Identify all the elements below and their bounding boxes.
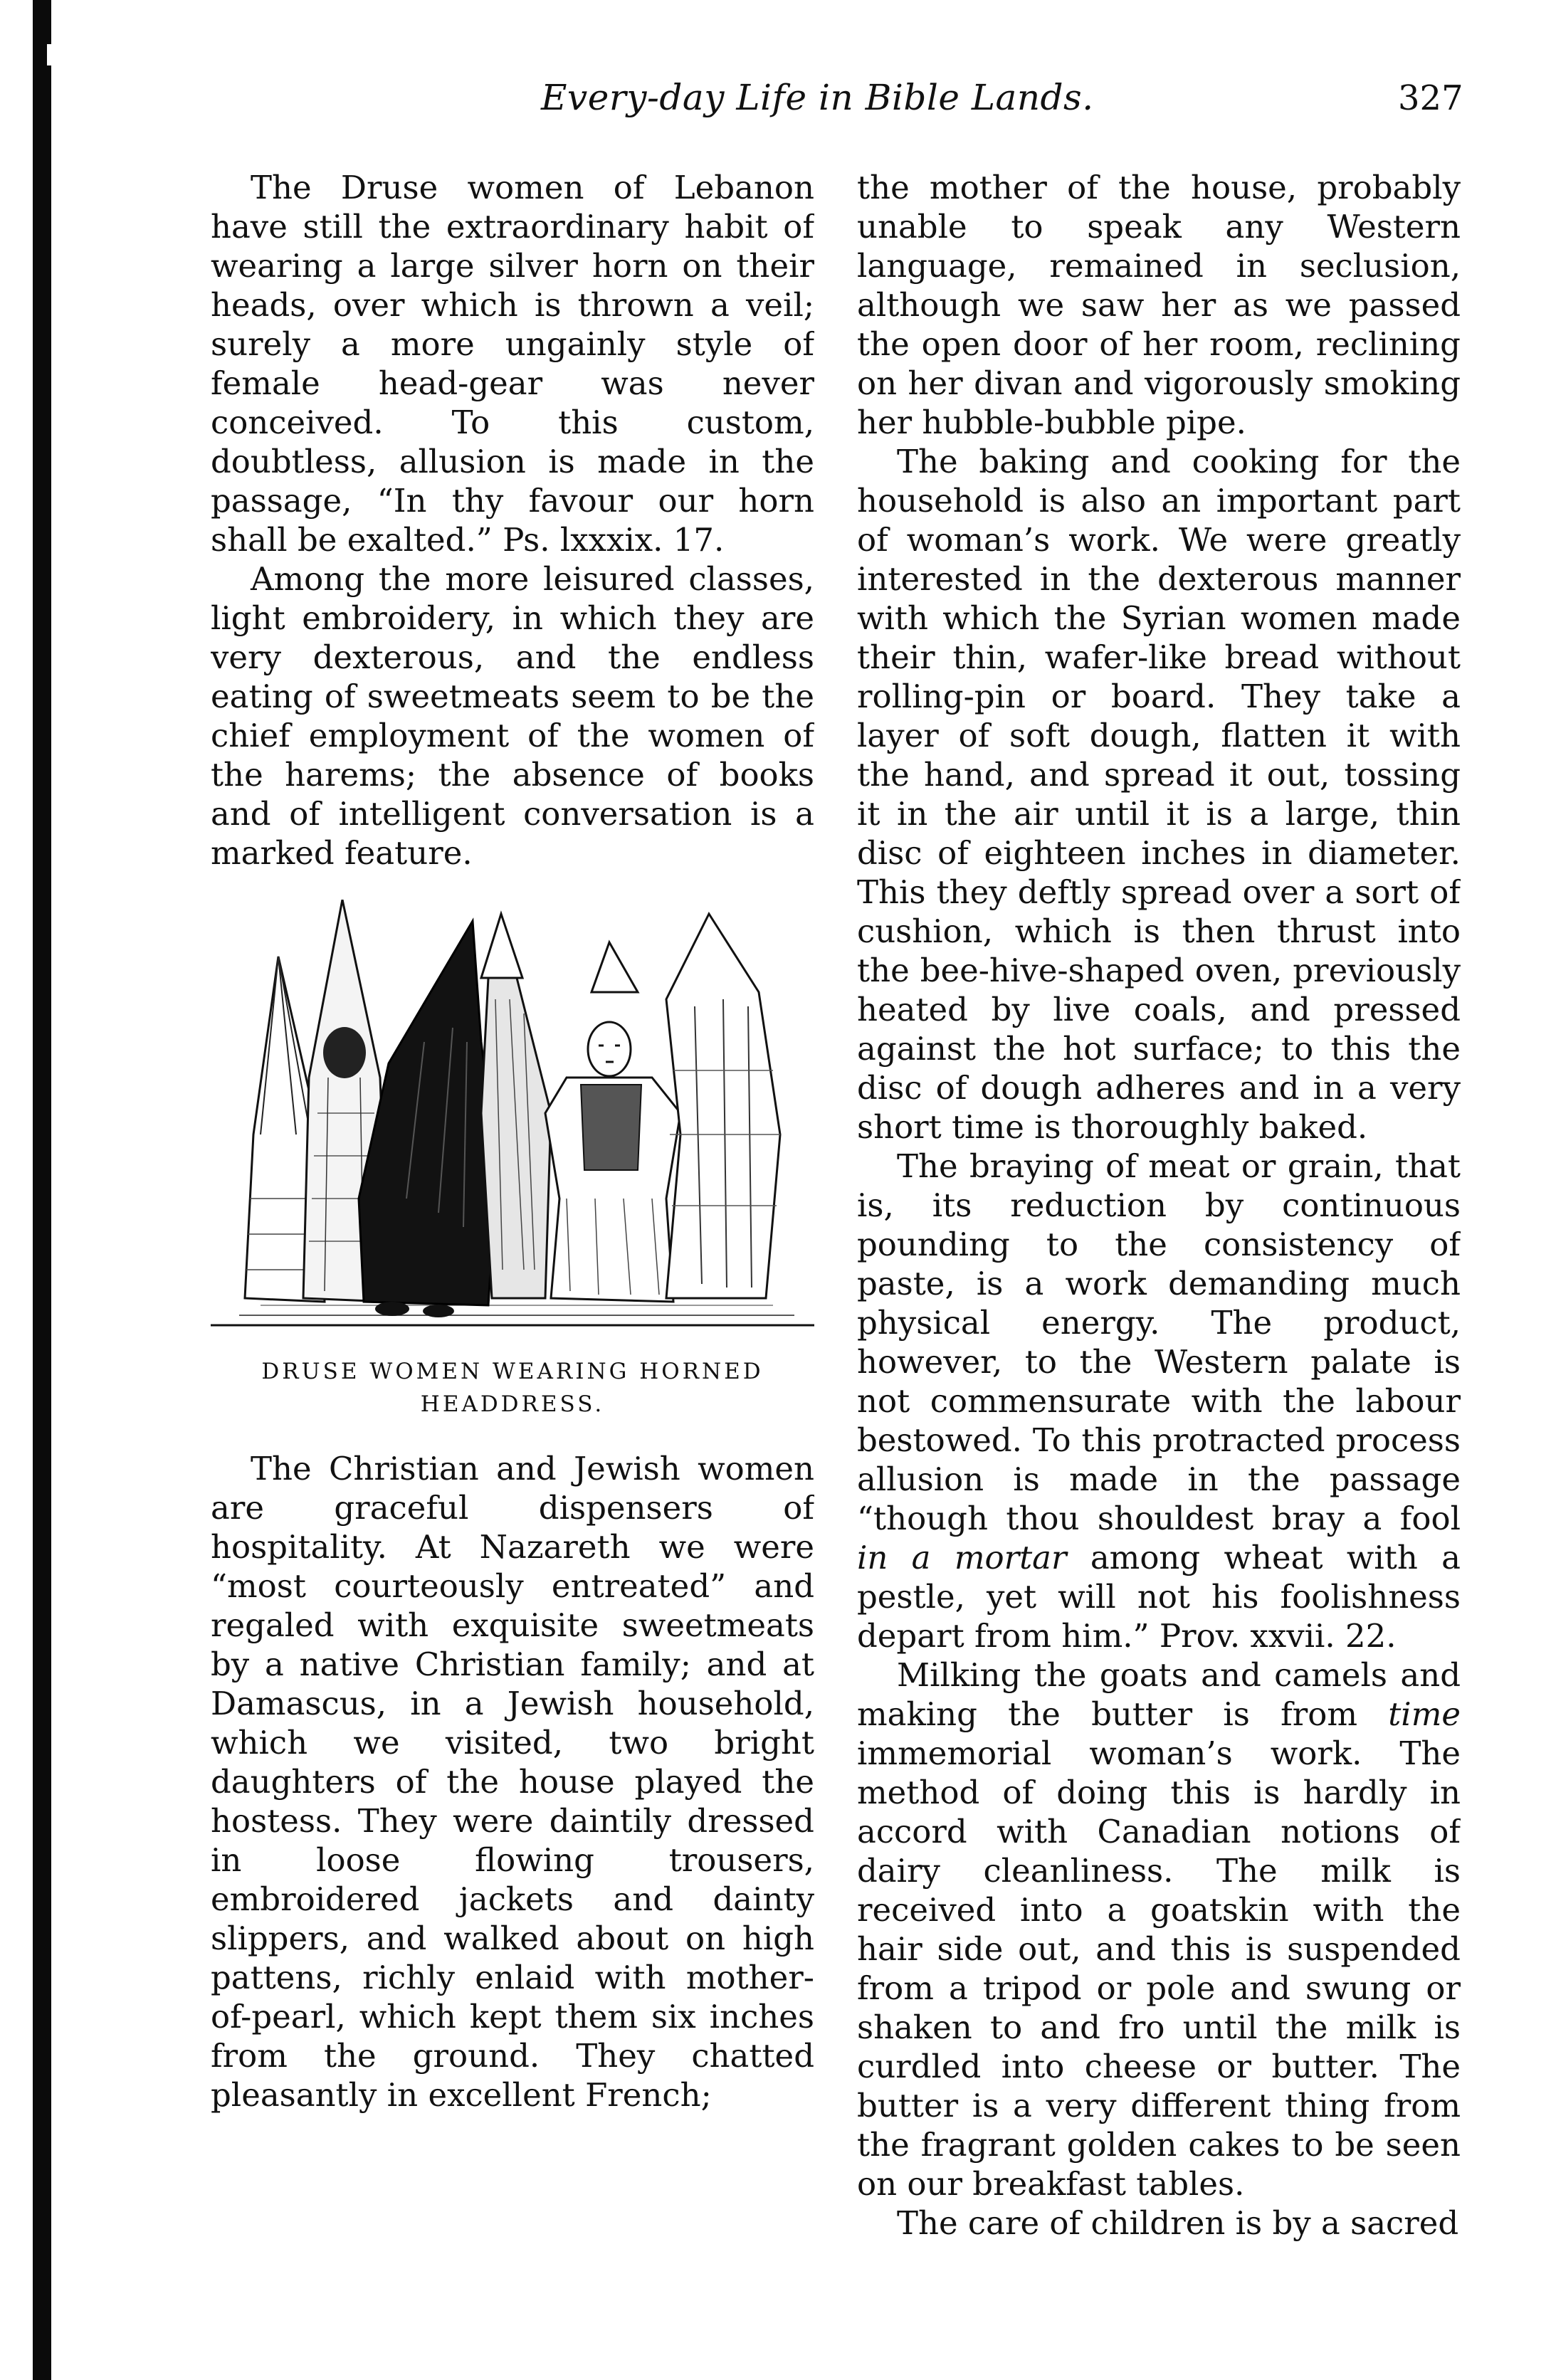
figure-right-unveiled-woman — [545, 942, 680, 1302]
paragraph-druse-women: The Druse women of Lebanon have still the extraordinary habit of wearing a large silver horn on their heads, over which is thrown a veil; surely a more ungainly style of female head-gear was never conceived. To this custom, doubtless, allusion is made in the passage, “In thy favour our horn shall be exalted.” Ps. lxxxix. 17. — [211, 169, 814, 559]
figure-dark-cloaked-woman — [359, 921, 497, 1317]
page-spine-edge — [33, 0, 51, 2380]
figure-caption: DRUSE WOMEN WEARING HORNED HEADDRESS. — [261, 1359, 764, 1417]
milking-text-end: immemorial woman’s work. The method of doing this is hardly in accord with Canadian notions of dairy cleanliness. The milk is received into a goatskin with the hair side out, and this is suspended from a tripod or pole and swung or shaken to and fro until the milk is curdled into cheese or butter. The butter is a very different thing from the fragrant golden cakes to be seen on our breakfast tables. — [857, 1734, 1461, 2203]
page-number: 327 — [1398, 78, 1463, 118]
figure-druse-women — [211, 900, 814, 1421]
paragraph-care-of-children: The care of children is by a sacred — [897, 2204, 1459, 2242]
druse-women-illustration — [211, 900, 814, 1334]
right-column — [857, 168, 1461, 2243]
paragraph-baking-cooking: The baking and cooking for the household is also an important part of woman’s work. We were greatly interested in the dexterous manner with which the Syrian women made their thin, wafer-like bread without rolling-pin or board. They take a layer of soft dough, flatten it with the hand, and spread it out, tossing it in the air until it is a large, thin disc of eighteen inches in diameter. This they deftly spread over a sort of cushion, which is then thrust into the bee-hive-shaped oven, previously heated by live coals, and pressed against the hot surface; to this the disc of dough adheres and in a very short time is thoroughly baked. — [857, 443, 1461, 1146]
braying-text-start: The braying of meat or grain, that is, its reduction by continuous pounding to the consistency of paste, is a work demanding much physical energy. The product, however, to the Western palate is not commensurate with the labour bestowed. To this protracted process allusion is made in the passage “though thou shouldest bray a fool — [857, 1147, 1461, 1537]
braying-text-end: among wheat with a pestle, yet will not his foolishness depart from him.” Prov. xxvii. 22. — [857, 1539, 1461, 1655]
engraving-background — [211, 1305, 814, 1325]
paragraph-braying — [857, 1147, 1461, 1655]
paragraph-mother-of-house: the mother of the house, probably unable to speak any Western language, remained in seclusion, although we saw her as we passed the open door of her room, reclining on her divan and vigorously smoking her hubble-bubble pipe. — [857, 169, 1461, 441]
italic-in-a-mortar: in a mortar — [857, 1539, 1067, 1576]
milking-text-start: Milking the goats and camels and making the butter is from — [857, 1656, 1461, 1733]
paragraph-christian-jewish-women: The Christian and Jewish women are graceful dispensers of hospitality. At Nazareth we were “most courteously entreated” and regaled with exquisite sweetmeats by a native Christian family; and at Damascus, in a Jewish household, which we visited, two bright daughters of the house played the hostess. They were daintily dressed in loose flowing trousers, embroidered jackets and dainty slippers, and walked about on high pattens, richly enlaid with mother-of-pearl, which kept them six inches from the ground. They chatted pleasantly in excellent French; — [211, 1450, 814, 2114]
paragraph-milking — [857, 1655, 1461, 2203]
italic-time: time — [1388, 1695, 1461, 1733]
figure-center-horned-woman — [481, 914, 551, 1298]
left-column — [211, 168, 814, 2115]
spine-notch — [47, 44, 54, 65]
figure-far-right — [666, 914, 780, 1298]
paragraph-leisured-classes: Among the more leisured classes, light embroidery, in which they are very dexterous, and the endless eating of sweetmeats seem to be the chief employment of the women of the harems; the absence of books and of intelligent conversation is a marked feature. — [211, 560, 814, 872]
running-head: Every-day Life in Bible Lands. — [541, 77, 1094, 118]
